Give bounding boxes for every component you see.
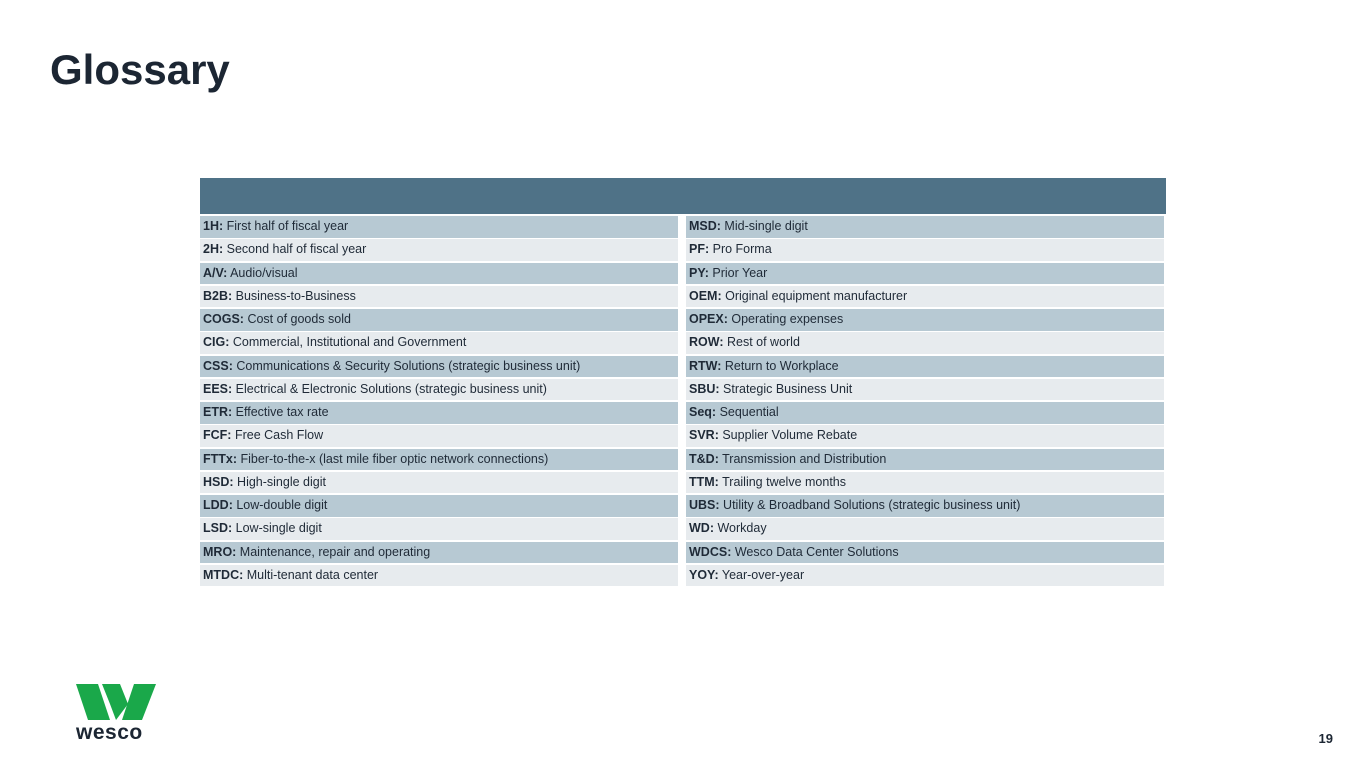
glossary-definition: Free Cash Flow <box>231 428 324 443</box>
glossary-table <box>200 178 1166 588</box>
glossary-term: MSD: <box>689 219 721 233</box>
glossary-term: WD: <box>689 521 714 536</box>
glossary-entry-right <box>686 239 1164 261</box>
glossary-definition: Effective tax rate <box>232 405 329 419</box>
glossary-term: OPEX: <box>689 312 728 326</box>
glossary-entry-right <box>686 356 1164 378</box>
table-row <box>200 216 1166 238</box>
table-row <box>200 449 1166 471</box>
glossary-definition: Low-double digit <box>232 498 328 512</box>
glossary-definition: Return to Workplace <box>721 358 839 373</box>
glossary-entry-right <box>686 402 1164 424</box>
glossary-definition: Sequential <box>716 405 779 419</box>
glossary-entry-left <box>200 472 678 494</box>
glossary-entry-right <box>686 495 1164 517</box>
glossary-term: PF: <box>689 242 710 257</box>
glossary-entry-right <box>686 216 1164 238</box>
glossary-term: ETR: <box>203 405 233 419</box>
glossary-definition: Multi-tenant data center <box>243 567 379 582</box>
glossary-term: UBS: <box>689 498 720 512</box>
glossary-entry-left <box>200 309 678 331</box>
glossary-definition: Rest of world <box>723 335 800 350</box>
glossary-entry-left <box>200 286 678 308</box>
glossary-definition: Utility & Broadband Solutions (strategic business unit) <box>719 498 1021 512</box>
glossary-entry-left <box>200 263 678 285</box>
page-number: 19 <box>1318 731 1333 746</box>
glossary-rows <box>200 216 1166 588</box>
glossary-entry-left <box>200 425 678 447</box>
glossary-definition: Fiber-to-the-x (last mile fiber optic network connections) <box>237 451 549 466</box>
page-title: Glossary <box>50 46 230 93</box>
glossary-definition: Wesco Data Center Solutions <box>731 544 899 559</box>
glossary-definition: High-single digit <box>233 474 326 489</box>
table-row <box>200 379 1166 401</box>
glossary-term: COGS: <box>203 312 244 326</box>
glossary-entry-right <box>686 379 1164 401</box>
table-row <box>200 425 1166 447</box>
glossary-entry-right <box>686 449 1164 471</box>
glossary-term: MTDC: <box>203 567 244 582</box>
glossary-definition: Original equipment manufacturer <box>721 288 908 303</box>
glossary-definition: Operating expenses <box>727 312 844 326</box>
glossary-term: FCF: <box>203 428 232 443</box>
glossary-entry-left <box>200 356 678 378</box>
glossary-entry-right <box>686 286 1164 308</box>
glossary-term: OEM: <box>689 288 722 303</box>
glossary-term: MRO: <box>203 544 237 559</box>
glossary-entry-right <box>686 309 1164 331</box>
glossary-definition: Supplier Volume Rebate <box>718 428 858 443</box>
glossary-entry-right <box>686 332 1164 354</box>
table-row <box>200 286 1166 308</box>
glossary-definition: Maintenance, repair and operating <box>236 544 431 559</box>
glossary-definition: Low-single digit <box>232 521 322 536</box>
glossary-definition: First half of fiscal year <box>223 219 349 233</box>
glossary-definition: Prior Year <box>708 265 768 280</box>
glossary-definition: Audio/visual <box>227 265 298 280</box>
glossary-entry-left <box>200 239 678 261</box>
glossary-entry-right <box>686 472 1164 494</box>
glossary-term: EES: <box>203 381 233 396</box>
glossary-term: RTW: <box>689 358 722 373</box>
wesco-wordmark: wesco <box>76 721 143 744</box>
glossary-term: HSD: <box>203 474 234 489</box>
glossary-entry-right <box>686 565 1164 587</box>
glossary-term: PY: <box>689 265 709 280</box>
table-row <box>200 565 1166 587</box>
glossary-entry-left <box>200 332 678 354</box>
glossary-term: B2B: <box>203 288 233 303</box>
glossary-term: SVR: <box>689 428 719 443</box>
glossary-entry-left <box>200 518 678 540</box>
glossary-term: A/V: <box>203 265 228 280</box>
glossary-term: FTTx: <box>203 451 238 466</box>
glossary-entry-left <box>200 565 678 587</box>
glossary-term: 2H: <box>203 242 224 257</box>
table-row <box>200 495 1166 517</box>
glossary-definition: Workday <box>714 521 767 536</box>
glossary-entry-left <box>200 449 678 471</box>
glossary-entry-right <box>686 263 1164 285</box>
table-row <box>200 518 1166 540</box>
glossary-definition: Mid-single digit <box>720 219 808 233</box>
glossary-entry-left <box>200 216 678 238</box>
glossary-entry-left <box>200 402 678 424</box>
glossary-term: CSS: <box>203 358 233 373</box>
glossary-definition: Electrical & Electronic Solutions (strategic business unit) <box>232 381 547 396</box>
table-row <box>200 356 1166 378</box>
glossary-term: LSD: <box>203 521 233 536</box>
glossary-term: Seq: <box>689 405 717 419</box>
glossary-term: YOY: <box>689 567 719 582</box>
glossary-entry-left <box>200 495 678 517</box>
glossary-entry-right <box>686 542 1164 564</box>
table-row <box>200 309 1166 331</box>
glossary-term: SBU: <box>689 381 720 396</box>
glossary-term: 1H: <box>203 219 224 233</box>
glossary-term: LDD: <box>203 498 233 512</box>
glossary-entry-left <box>200 542 678 564</box>
table-row <box>200 472 1166 494</box>
glossary-term: ROW: <box>689 335 724 350</box>
glossary-definition: Second half of fiscal year <box>223 242 367 257</box>
glossary-term: T&D: <box>689 451 719 466</box>
glossary-definition: Commercial, Institutional and Government <box>229 335 467 350</box>
glossary-definition: Strategic Business Unit <box>719 381 853 396</box>
glossary-entry-right <box>686 518 1164 540</box>
glossary-term: CIG: <box>203 335 230 350</box>
glossary-term: WDCS: <box>689 544 732 559</box>
glossary-definition: Trailing twelve months <box>718 474 846 489</box>
glossary-definition: Year-over-year <box>718 567 805 582</box>
glossary-definition: Cost of goods sold <box>243 312 351 326</box>
table-row <box>200 239 1166 261</box>
glossary-entry-left <box>200 379 678 401</box>
glossary-definition: Pro Forma <box>709 242 772 257</box>
table-header-bar <box>200 178 1166 214</box>
table-row <box>200 332 1166 354</box>
table-row <box>200 542 1166 564</box>
glossary-definition: Business-to-Business <box>232 288 356 303</box>
glossary-entry-right <box>686 425 1164 447</box>
glossary-definition: Transmission and Distribution <box>718 451 887 466</box>
table-row <box>200 263 1166 285</box>
glossary-definition: Communications & Security Solutions (strategic business unit) <box>232 358 581 373</box>
glossary-term: TTM: <box>689 474 719 489</box>
table-row <box>200 402 1166 424</box>
